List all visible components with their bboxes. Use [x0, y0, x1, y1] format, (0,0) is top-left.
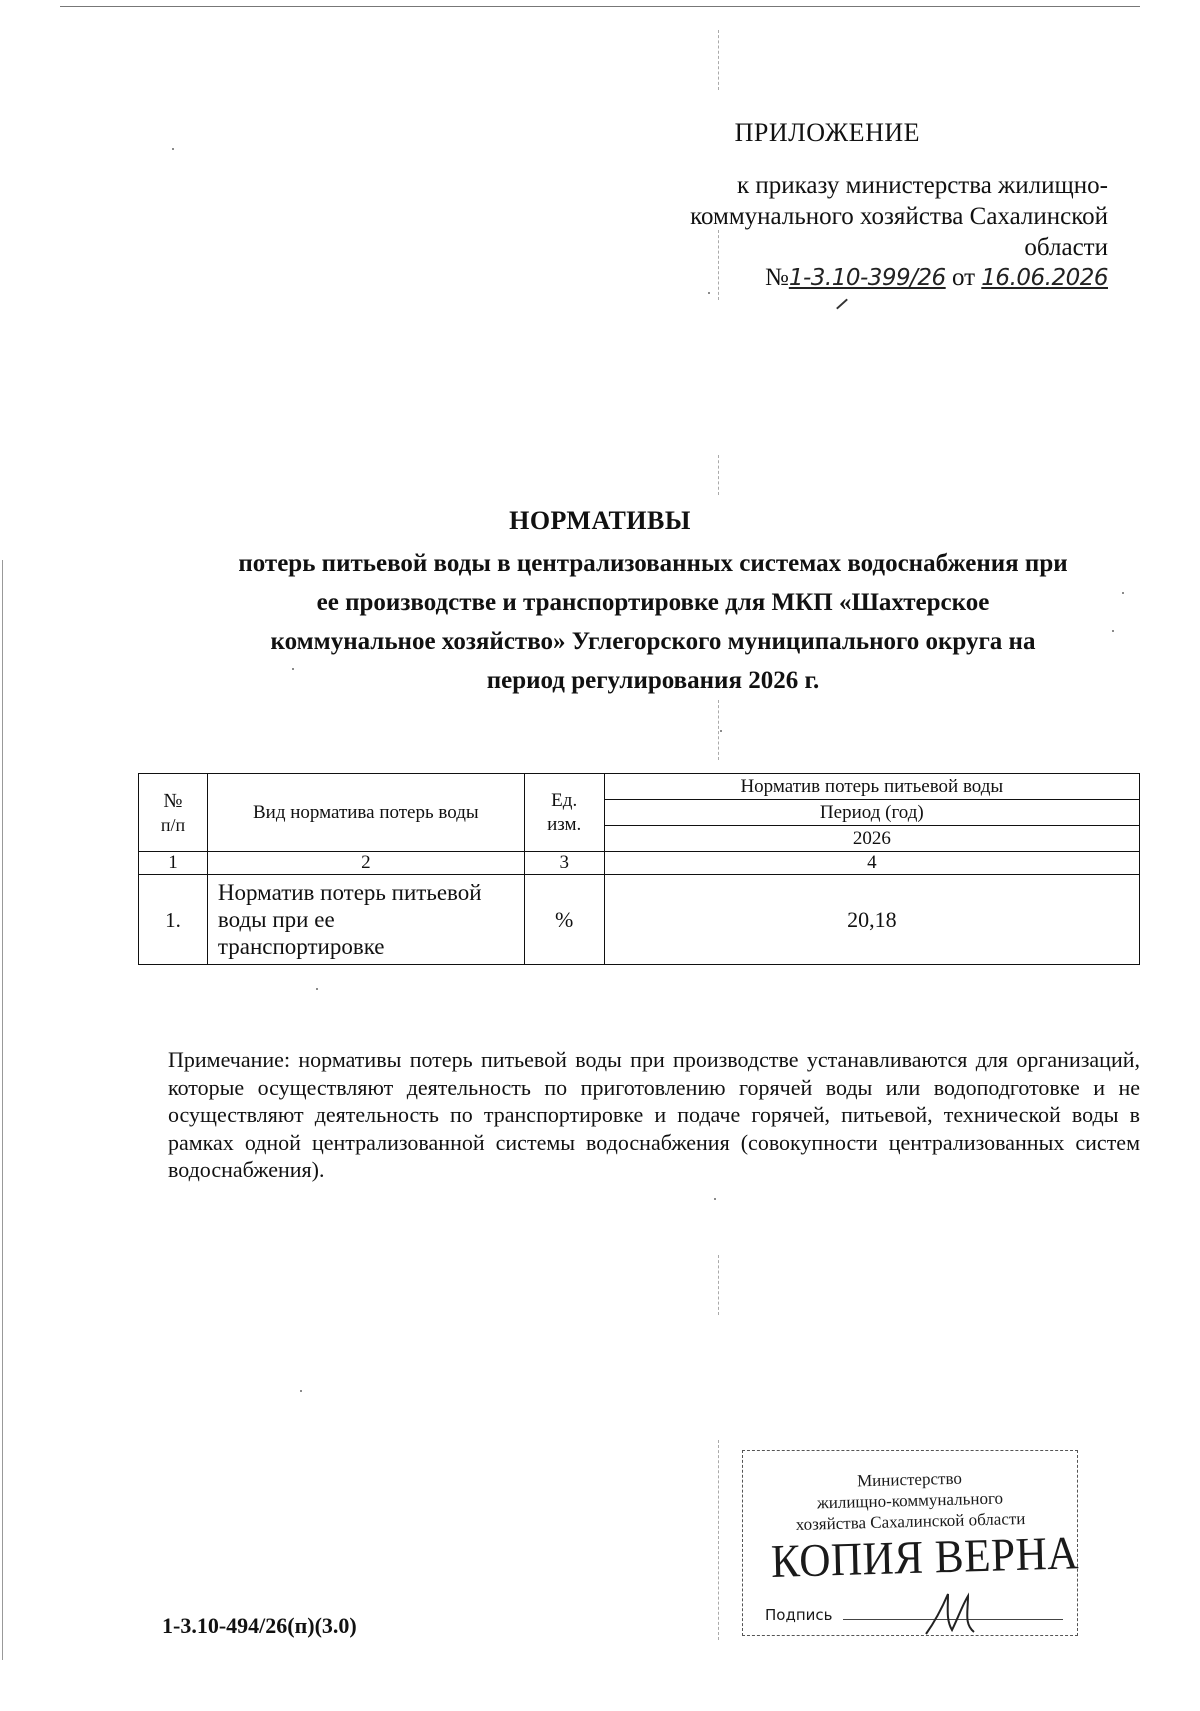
document-subtitle	[170, 544, 1136, 700]
header-col-no-symbol: №	[163, 789, 183, 812]
order-number-line	[765, 264, 1108, 292]
header-col-unit-line: Ед.	[551, 789, 578, 811]
scan-edge-top	[60, 6, 1140, 7]
stamp-org-line: жилищно-коммунального	[816, 1488, 1004, 1513]
table-row	[139, 875, 1140, 965]
stamp-copy-text: КОПИЯ ВЕРНА	[770, 1527, 1080, 1588]
order-number-prefix: №	[764, 264, 789, 291]
row-number: 1.	[139, 875, 208, 965]
stamp-signature-label: Подпись	[765, 1606, 833, 1624]
document-title: НОРМАТИВЫ	[509, 506, 691, 535]
row-norm-type-line: воды при ее	[217, 907, 335, 932]
fold-line	[718, 30, 719, 90]
subtitle-line: ее производстве и транспортировке для МКП «Шахтерское	[316, 589, 990, 616]
scan-speck	[300, 1390, 302, 1392]
header-col-no-abbr: п/п	[160, 814, 186, 835]
stamp-org-line: хозяйства Сахалинской области	[795, 1508, 1026, 1534]
stamp-organization	[742, 1465, 1078, 1537]
scan-speck	[708, 292, 710, 294]
order-number: 1-3.10-399/26	[788, 265, 946, 291]
scan-speck	[714, 1198, 716, 1200]
scan-speck	[720, 730, 722, 732]
order-date: 16.06.2026	[981, 265, 1108, 291]
column-number: 1	[139, 852, 208, 875]
header-col-unit	[524, 774, 604, 852]
fold-line	[718, 1440, 719, 1640]
header-period: Период (год)	[604, 800, 1139, 826]
table-header-row	[139, 774, 1140, 800]
order-date-separator: от	[951, 264, 976, 291]
header-col-no	[139, 774, 208, 852]
subtitle-line: коммунальное хозяйство» Углегорского муниципального округа на	[270, 628, 1036, 655]
order-text-line: к приказу министерства жилищно-	[737, 172, 1108, 199]
column-number-row	[139, 852, 1140, 875]
header-group: Норматив потерь питьевой воды	[604, 774, 1139, 800]
row-unit: %	[524, 875, 604, 965]
scan-speck	[316, 988, 318, 990]
subtitle-line: период регулирования 2026 г.	[486, 667, 820, 694]
row-norm-type-line: транспортировке	[217, 934, 385, 959]
scan-speck	[172, 148, 174, 150]
row-norm-type-line: Норматив потерь питьевой	[217, 880, 482, 905]
subtitle-line: потерь питьевой воды в централизованных системах водоснабжения при	[238, 550, 1068, 577]
column-number: 2	[207, 852, 524, 875]
row-value: 20,18	[604, 875, 1139, 965]
check-mark-icon	[836, 299, 848, 310]
column-number: 3	[524, 852, 604, 875]
fold-line	[718, 700, 719, 760]
order-text-line: коммунального хозяйства Сахалинской	[690, 203, 1108, 230]
order-text-line: области	[1024, 234, 1108, 261]
document-code: 1-3.10-494/26(п)(3.0)	[162, 1613, 357, 1638]
column-number: 4	[604, 852, 1139, 875]
header-year: 2026	[604, 826, 1139, 852]
appendix-label: ПРИЛОЖЕНИЕ	[734, 118, 920, 147]
stamp-org-line: Министерство	[856, 1468, 963, 1491]
norms-table	[138, 773, 1140, 965]
signature-icon	[918, 1590, 988, 1640]
certified-copy-stamp	[742, 1450, 1078, 1636]
fold-line	[718, 455, 719, 495]
header-col-unit-line: изм.	[547, 813, 582, 835]
header-col-type: Вид норматива потерь воды	[207, 774, 524, 852]
scan-edge-left	[2, 560, 3, 1660]
order-reference	[588, 170, 1108, 263]
row-norm-type	[207, 875, 524, 965]
note-paragraph: Примечание: нормативы потерь питьевой воды при производстве устанавливаются для организаций, которые осуществляют деятельность по приготовлению горячей воды или водоподготовке и не осуществляют деятельность по транспортировке и подаче горячей, питьевой, технической воды в рамках одной централизованной системы водоснабжения (совокупности централизованных систем водоснабжения).	[168, 1047, 1140, 1182]
fold-line	[718, 1255, 719, 1315]
